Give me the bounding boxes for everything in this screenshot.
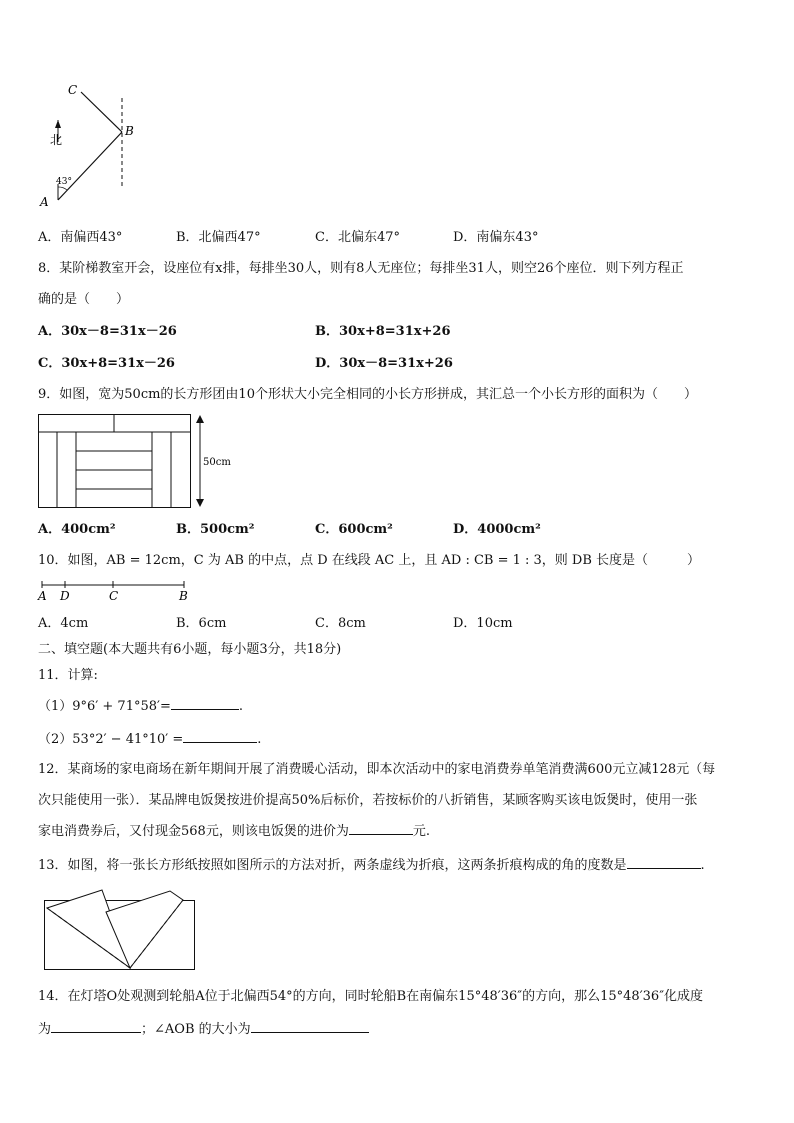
- q14-answer-blank-2[interactable]: [251, 1020, 369, 1033]
- q10-option-a: A．4cm: [38, 616, 89, 631]
- q7-option-a: A．南偏西43°: [38, 230, 123, 245]
- q13-text: 13．如图，将一张长方形纸按照如图所示的方法对折，两条虚线为折痕，这两条折痕构成的角的度数是: [38, 858, 627, 873]
- q11-item2-text: （2）53°2′ − 41°10′ =: [38, 732, 184, 747]
- q13-figure: [42, 888, 202, 974]
- q10-label-b: B: [179, 589, 188, 603]
- section-2-heading: 二、填空题(本大题共有6小题，每小题3分，共18分): [38, 642, 342, 657]
- q9-option-d: D．4000cm²: [453, 522, 541, 537]
- q8-option-d: D．30x－8=31x+26: [315, 356, 453, 371]
- q9-option-a: A．400cm²: [38, 522, 116, 537]
- q9-figure: [38, 414, 238, 510]
- q10-label-d: D: [60, 589, 70, 603]
- q12-text-line3: [38, 822, 430, 841]
- q8-option-b: B．30x+8=31x+26: [315, 324, 451, 339]
- q9-dimension-label: 50cm: [203, 457, 231, 468]
- q14-text-line2: [38, 1020, 369, 1039]
- q7-angle: 43°: [56, 177, 72, 187]
- q13-text-line1: 13．如图，将一张长方形纸按照如图所示的方法对折，两条虚线为折痕，这两条折痕构成的角的度数是 .: [38, 858, 705, 873]
- q9-text-line1: 9．如图，宽为50cm的长方形团由10个形状大小完全相同的小长方形拼成，其汇总一个小长方形的面积为（ ）: [38, 387, 697, 402]
- q13-answer-blank[interactable]: [627, 856, 701, 869]
- q14-text-line2-mid: ；∠AOB 的大小为: [141, 1022, 251, 1037]
- q11-answer-blank-2[interactable]: [183, 730, 257, 743]
- q14-text-line2-start: 为: [38, 1022, 52, 1037]
- q12-text-line2: 次只能使用一张）．某品牌电饭煲按进价提高50%后标价，若按标价的八折销售，某顾客购买该电饭煲时，使用一张: [38, 793, 698, 808]
- q7-north: 北: [50, 133, 63, 147]
- q10-figure: [38, 578, 198, 606]
- q11-title: 11．计算:: [38, 668, 98, 683]
- q10-label-c: C: [109, 589, 119, 603]
- q11-answer-blank-1[interactable]: [171, 697, 239, 710]
- q8-option-c: C．30x+8=31x－26: [38, 356, 175, 371]
- q8-text-line2: 确的是（ ）: [38, 292, 130, 307]
- q8-option-a: A．30x－8=31x－26: [38, 324, 177, 339]
- q11-item1: （1）9°6′ + 71°58′= .: [38, 699, 243, 714]
- q7-figure: [36, 80, 136, 215]
- q11-item1-text: （1）9°6′ + 71°58′=: [38, 699, 171, 714]
- q14-answer-blank-1[interactable]: [51, 1020, 141, 1033]
- q10-label-a: A: [38, 589, 47, 603]
- q12-text-line1: 12．某商场的家电商场在新年期间开展了消费暖心活动，即本次活动中的家电消费券单笔消费满600元立减128元（每: [38, 762, 716, 777]
- q9-option-c: C．600cm²: [315, 522, 393, 537]
- q12-text-line3-start: 家电消费券后，又付现金568元，则该电饭煲的进价为: [38, 824, 349, 839]
- q14-text-line1: 14．在灯塔O处观测到轮船A位于北偏西54°的方向，同时轮船B在南偏东15°48′36″的方向，那么15°48′36″化成度: [38, 989, 704, 1004]
- q10-option-b: B．6cm: [176, 616, 227, 631]
- q11-item2: （2）53°2′ − 41°10′ = .: [38, 732, 262, 747]
- q7-label-a: A: [40, 195, 49, 209]
- q12-answer-blank[interactable]: [349, 822, 413, 835]
- q7-label-b: B: [125, 124, 134, 138]
- q10-option-c: C．8cm: [315, 616, 366, 631]
- q12-text-line3-end: 元.: [412, 824, 430, 839]
- q10-option-d: D．10cm: [453, 616, 513, 631]
- q7-label-c: C: [68, 83, 78, 97]
- q9-option-b: B．500cm²: [176, 522, 255, 537]
- q10-text-line1: 10．如图，AB = 12cm，C 为 AB 的中点，点 D 在线段 AC 上，且 AD : CB = 1 : 3，则 DB 长度是（ ）: [38, 553, 701, 568]
- q8-text-line1: 8．某阶梯教室开会，设座位有x排，每排坐30人，则有8人无座位；每排坐31人，则空26个座位．则下列方程正: [38, 261, 684, 276]
- q7-option-d: D．南偏东43°: [453, 230, 539, 245]
- q7-option-b: B．北偏西47°: [176, 230, 261, 245]
- q7-option-c: C．北偏东47°: [315, 230, 400, 245]
